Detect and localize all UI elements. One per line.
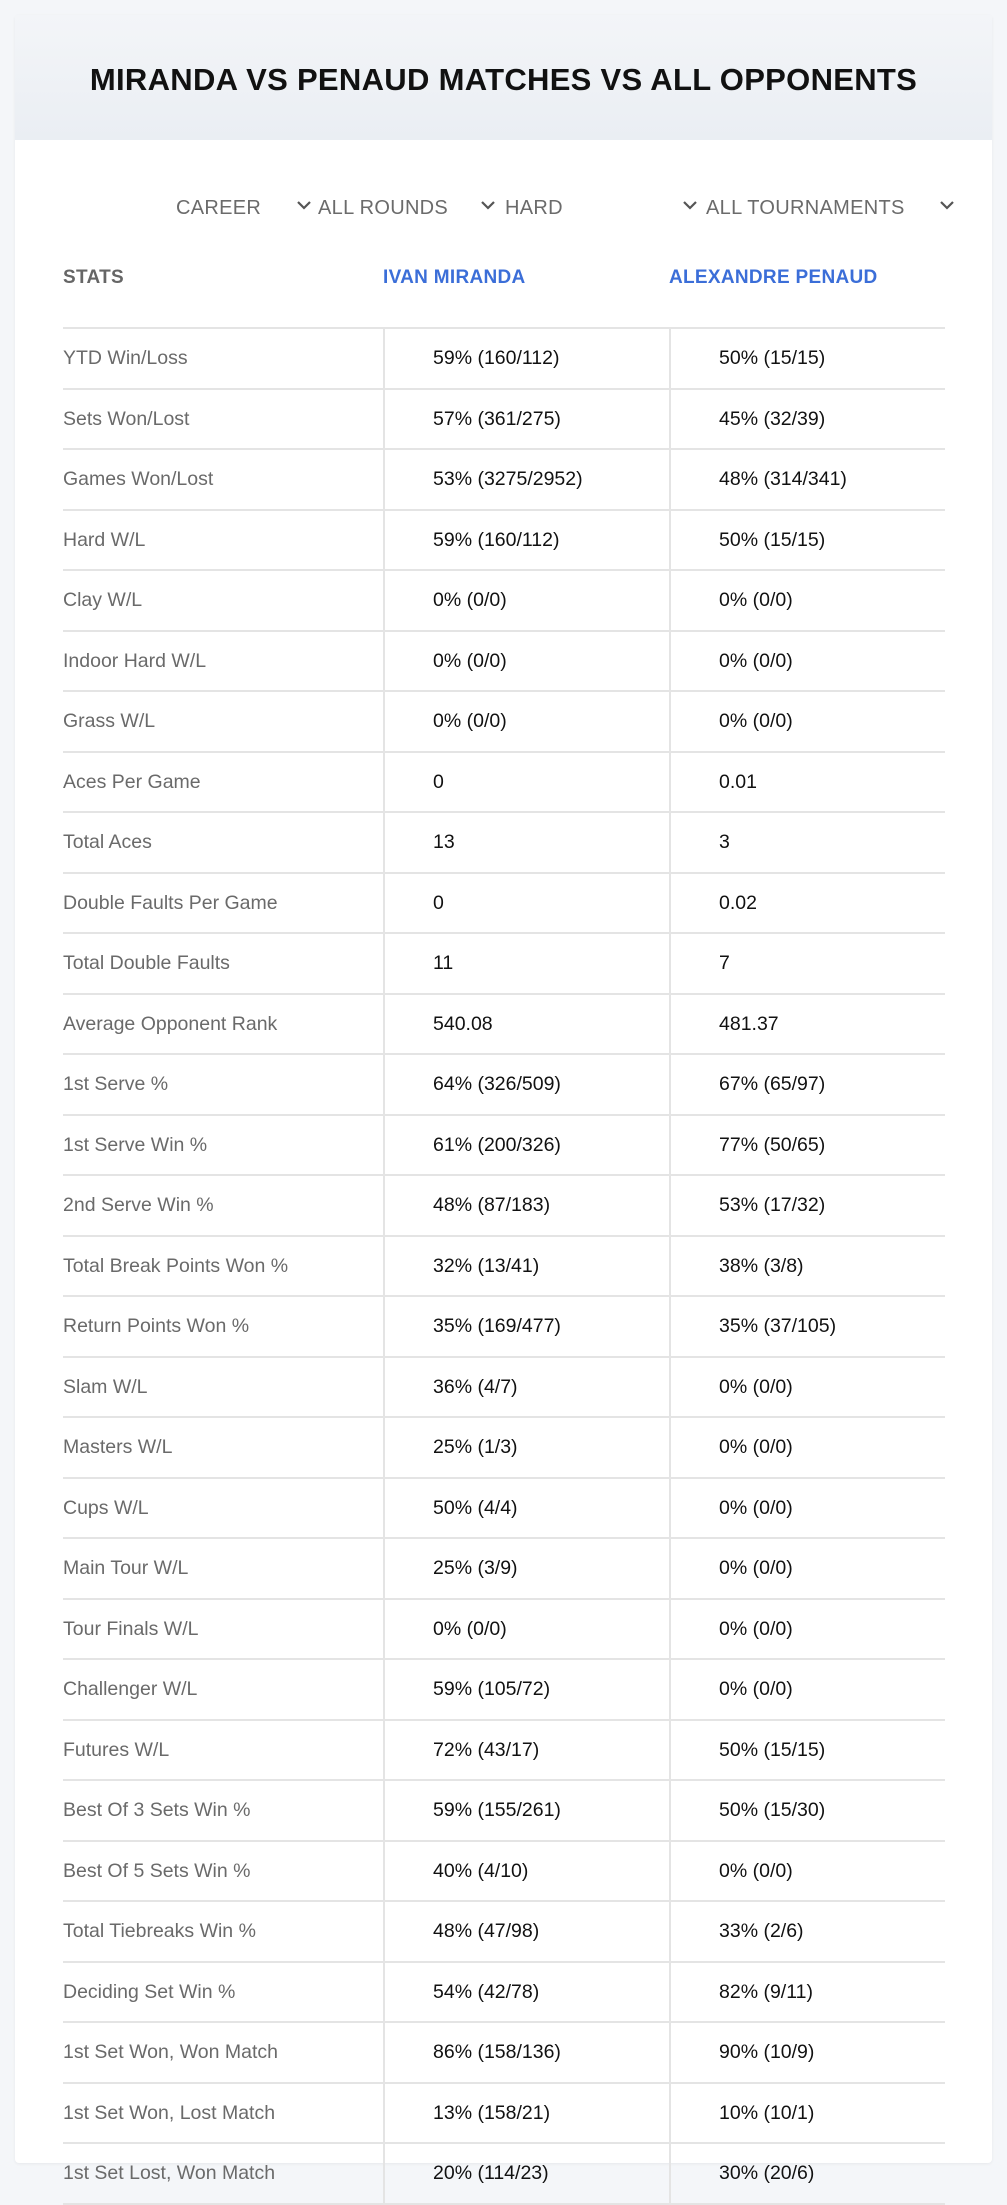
table-row (63, 1479, 945, 1540)
stat-label: Double Faults Per Game (63, 891, 278, 914)
table-row (63, 1358, 945, 1419)
player1-value: 48% (47/98) (383, 1902, 669, 1961)
stat-label: Challenger W/L (63, 1678, 198, 1700)
player2-value: 35% (37/105) (669, 1297, 945, 1356)
period-select[interactable] (176, 188, 316, 228)
player2-value: 0% (0/0) (669, 1358, 945, 1417)
player2-value: 53% (17/32) (669, 1176, 945, 1235)
player1-value: 13 (383, 813, 669, 872)
player1-value: 0 (383, 753, 669, 812)
player1-value: 0% (0/0) (383, 571, 669, 630)
table-row (63, 571, 945, 632)
player2-value: 0% (0/0) (669, 692, 945, 751)
player2-value: 0% (0/0) (669, 1479, 945, 1538)
table-row (63, 1842, 945, 1903)
stat-label: Masters W/L (63, 1436, 173, 1458)
table-row (63, 692, 945, 753)
player2-value: 38% (3/8) (669, 1237, 945, 1296)
table-row (63, 632, 945, 693)
stat-label: Games Won/Lost (63, 468, 214, 490)
stat-label: Tour Finals W/L (63, 1617, 199, 1640)
chevron-down-icon (939, 200, 955, 210)
player1-value: 61% (200/326) (383, 1116, 669, 1175)
stat-label: Deciding Set Win % (63, 1980, 236, 2003)
player2-value: 7 (669, 934, 945, 993)
table-row (63, 1539, 945, 1600)
player1-value: 20% (114/23) (383, 2144, 669, 2203)
chevron-down-icon (296, 200, 312, 210)
table-row (63, 1297, 945, 1358)
player1-value: 48% (87/183) (383, 1176, 669, 1235)
player2-value: 0% (0/0) (669, 1842, 945, 1901)
player1-value: 86% (158/136) (383, 2023, 669, 2082)
player1-value: 25% (3/9) (383, 1539, 669, 1598)
player2-value: 0% (0/0) (669, 1600, 945, 1659)
stat-label: 1st Serve Win % (63, 1133, 208, 1156)
player1-value: 53% (3275/2952) (383, 450, 669, 509)
player2-value: 10% (10/1) (669, 2084, 945, 2143)
table-row (63, 813, 945, 874)
player2-value: 3 (669, 813, 945, 872)
stat-label: 1st Serve % (63, 1073, 169, 1095)
table-row (63, 1237, 945, 1298)
stat-label: Hard W/L (63, 528, 146, 551)
stat-label: Best Of 5 Sets Win % (63, 1859, 251, 1882)
player1-value: 36% (4/7) (383, 1358, 669, 1417)
table-row (63, 753, 945, 814)
stat-label: 2nd Serve Win % (63, 1194, 214, 1216)
player2-value: 0% (0/0) (669, 1418, 945, 1477)
table-row (63, 2023, 945, 2084)
player1-value: 54% (42/78) (383, 1963, 669, 2022)
player2-value: 0.02 (669, 874, 945, 933)
player1-link[interactable]: IVAN MIRANDA (383, 267, 526, 288)
stat-label: 1st Set Lost, Won Match (63, 2162, 276, 2184)
rounds-select-value: ALL ROUNDS (318, 196, 449, 219)
table-row (63, 1902, 945, 1963)
player1-value: 25% (1/3) (383, 1418, 669, 1477)
stats-card (15, 15, 992, 2184)
player1-value: 59% (160/112) (383, 329, 669, 388)
table-row (63, 1176, 945, 1237)
table-row (63, 1660, 945, 1721)
tournaments-select[interactable] (706, 188, 956, 228)
player2-value: 77% (50/65) (669, 1116, 945, 1175)
stat-label: Indoor Hard W/L (63, 649, 207, 672)
player1-value: 72% (43/17) (383, 1721, 669, 1780)
player1-value: 57% (361/275) (383, 390, 669, 449)
player2-value: 50% (15/15) (669, 1721, 945, 1780)
chevron-down-icon (480, 200, 496, 210)
player2-value: 50% (15/15) (669, 329, 945, 388)
stat-label: Average Opponent Rank (63, 1012, 278, 1035)
stat-label: Total Double Faults (63, 952, 230, 974)
table-row (63, 1418, 945, 1479)
table-row (63, 1116, 945, 1177)
player2-link[interactable]: ALEXANDRE PENAUD (669, 267, 878, 288)
stat-label: Slam W/L (63, 1375, 148, 1398)
player2-value: 50% (15/30) (669, 1781, 945, 1840)
player1-value: 59% (160/112) (383, 511, 669, 570)
player1-value: 59% (105/72) (383, 1660, 669, 1719)
player2-value: 0% (0/0) (669, 1660, 945, 1719)
surface-select[interactable] (505, 188, 705, 228)
surface-select-value: HARD (505, 196, 563, 219)
stat-label: Aces Per Game (63, 770, 201, 793)
player2-value: 82% (9/11) (669, 1963, 945, 2022)
player2-value: 0% (0/0) (669, 632, 945, 691)
table-row (63, 1055, 945, 1116)
table-row (63, 1781, 945, 1842)
player2-value: 50% (15/15) (669, 511, 945, 570)
stat-label: Total Break Points Won % (63, 1254, 289, 1277)
player1-value: 32% (13/41) (383, 1237, 669, 1296)
table-header (63, 253, 945, 329)
player1-value: 59% (155/261) (383, 1781, 669, 1840)
table-row (63, 450, 945, 511)
player1-value: 13% (158/21) (383, 2084, 669, 2143)
chevron-down-icon (682, 200, 698, 210)
period-select-value: CAREER (176, 196, 262, 219)
stat-label: Return Points Won % (63, 1315, 250, 1337)
player2-value: 90% (10/9) (669, 2023, 945, 2082)
table-row (63, 390, 945, 451)
rounds-select[interactable] (318, 188, 498, 228)
player1-value: 50% (4/4) (383, 1479, 669, 1538)
stats-column-header: STATS (63, 267, 124, 288)
player1-value: 11 (383, 934, 669, 993)
player2-value: 33% (2/6) (669, 1902, 945, 1961)
stat-label: Best Of 3 Sets Win % (63, 1799, 251, 1821)
player1-value: 40% (4/10) (383, 1842, 669, 1901)
table-row (63, 329, 945, 390)
tournaments-select-value: ALL TOURNAMENTS (706, 196, 905, 219)
stat-label: Grass W/L (63, 710, 156, 732)
player1-value: 0% (0/0) (383, 632, 669, 691)
player2-value: 45% (32/39) (669, 390, 945, 449)
player2-value: 0% (0/0) (669, 1539, 945, 1598)
stat-label: Cups W/L (63, 1496, 149, 1519)
player2-value: 48% (314/341) (669, 450, 945, 509)
player1-value: 0 (383, 874, 669, 933)
table-body (63, 329, 945, 2205)
table-row (63, 1721, 945, 1782)
filter-bar (15, 188, 992, 260)
player2-value: 67% (65/97) (669, 1055, 945, 1114)
stat-label: Total Aces (63, 831, 152, 853)
table-row (63, 511, 945, 572)
player1-value: 35% (169/477) (383, 1297, 669, 1356)
stats-table (63, 253, 945, 2205)
stat-label: YTD Win/Loss (63, 347, 188, 369)
stat-label: 1st Set Won, Won Match (63, 2041, 278, 2063)
table-row (63, 874, 945, 935)
table-row (63, 1963, 945, 2024)
stat-label: Clay W/L (63, 589, 143, 611)
card-header (15, 15, 992, 140)
stat-label: 1st Set Won, Lost Match (63, 2101, 276, 2124)
table-row (63, 1600, 945, 1661)
player2-value: 481.37 (669, 995, 945, 1054)
table-row (63, 2144, 945, 2205)
player1-value: 0% (0/0) (383, 692, 669, 751)
player1-value: 64% (326/509) (383, 1055, 669, 1114)
table-row (63, 2084, 945, 2145)
stat-label: Sets Won/Lost (63, 407, 190, 430)
player2-value: 0.01 (669, 753, 945, 812)
table-row (63, 934, 945, 995)
stat-label: Total Tiebreaks Win % (63, 1920, 256, 1942)
player2-value: 30% (20/6) (669, 2144, 945, 2203)
stat-label: Futures W/L (63, 1738, 170, 1761)
player1-value: 540.08 (383, 995, 669, 1054)
player2-value: 0% (0/0) (669, 571, 945, 630)
page-title: MIRANDA VS PENAUD MATCHES VS ALL OPPONENTS (89, 61, 918, 97)
table-row (63, 995, 945, 1056)
stat-label: Main Tour W/L (63, 1557, 189, 1579)
player1-value: 0% (0/0) (383, 1600, 669, 1659)
